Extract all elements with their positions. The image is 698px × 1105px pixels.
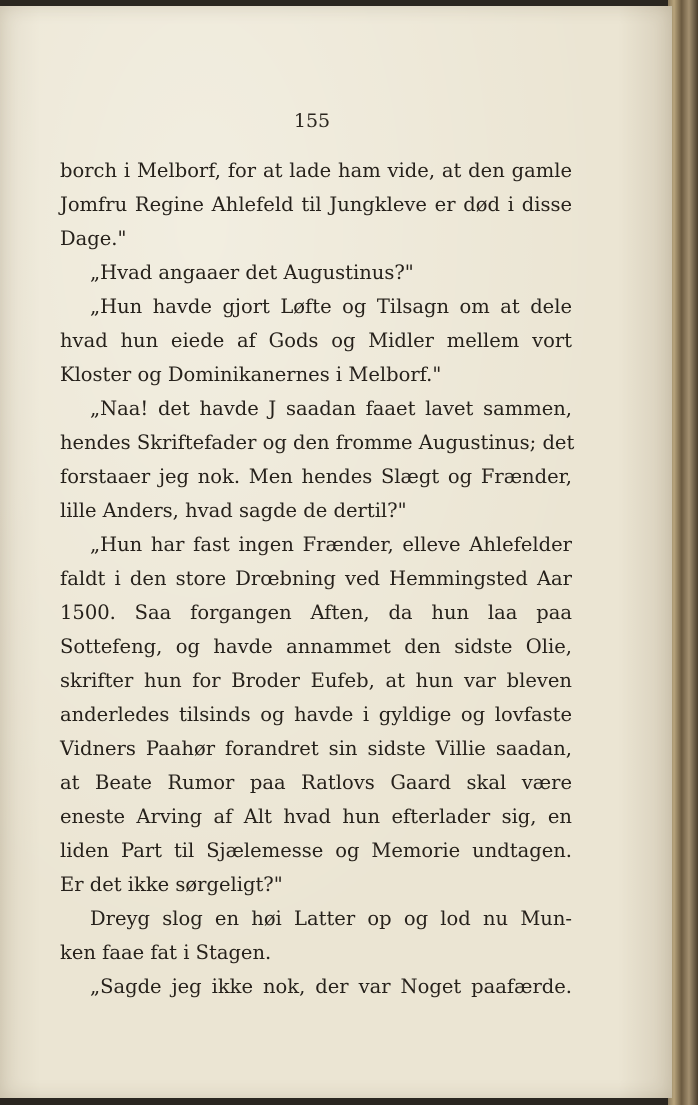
text-line: Er det ikke sørgeligt?" — [60, 873, 283, 896]
text-line: anderledes tilsinds og havde i gyldige og lovfaste — [60, 703, 572, 726]
text-line: 1500. Saa forgangen Aften, da hun laa paa — [60, 601, 572, 624]
text-line: lille Anders, hvad sagde de dertil?" — [60, 499, 407, 522]
text-line: liden Part til Sjælemesse og Memorie undtagen. — [60, 839, 572, 862]
text-line: at Beate Rumor paa Ratlovs Gaard skal være — [60, 771, 572, 794]
text-line: hendes Skriftefader og den fromme Augustinus; det — [60, 431, 575, 454]
text-line: skrifter hun for Broder Eufeb, at hun var bleven — [60, 669, 572, 692]
text-line: faldt i den store Drœbning ved Hemmingsted Aar — [60, 567, 572, 590]
text-line: Jomfru Regine Ahlefeld til Jungkleve er død i disse — [60, 193, 572, 216]
text-line: „Sagde jeg ikke nok, der var Noget paafærde. — [90, 975, 572, 998]
text-line: Vidners Paahør forandret sin sidste Villie saadan, — [60, 737, 572, 760]
text-line: „Hvad angaaer det Augustinus?" — [90, 261, 414, 284]
book-edge — [668, 0, 698, 1105]
text-line: borch i Melborf, for at lade ham vide, at den gamle — [60, 159, 572, 182]
text-line: Kloster og Dominikanernes i Melborf." — [60, 363, 442, 386]
text-line: eneste Arving af Alt hvad hun efterlader sig, en — [60, 805, 572, 828]
text-line: hvad hun eiede af Gods og Midler mellem vort — [60, 329, 572, 352]
text-line: „Naa! det havde J saadan faaet lavet sammen, — [90, 397, 572, 420]
text-line: „Hun havde gjort Løfte og Tilsagn om at dele — [90, 295, 572, 318]
text-line: Sottefeng, og havde annammet den sidste Olie, — [60, 635, 572, 658]
text-line: Dreyg slog en høi Latter op og lod nu Mun- — [90, 907, 572, 930]
book-page — [0, 6, 672, 1098]
page-number: 155 — [293, 110, 331, 132]
text-line: „Hun har fast ingen Frænder, elleve Ahlefelder — [90, 533, 572, 556]
text-block — [60, 154, 575, 1004]
text-line: Dage." — [60, 227, 127, 250]
text-line: forstaaer jeg nok. Men hendes Slægt og Frænder, — [60, 465, 572, 488]
text-line: ken faae fat i Stagen. — [60, 941, 272, 964]
